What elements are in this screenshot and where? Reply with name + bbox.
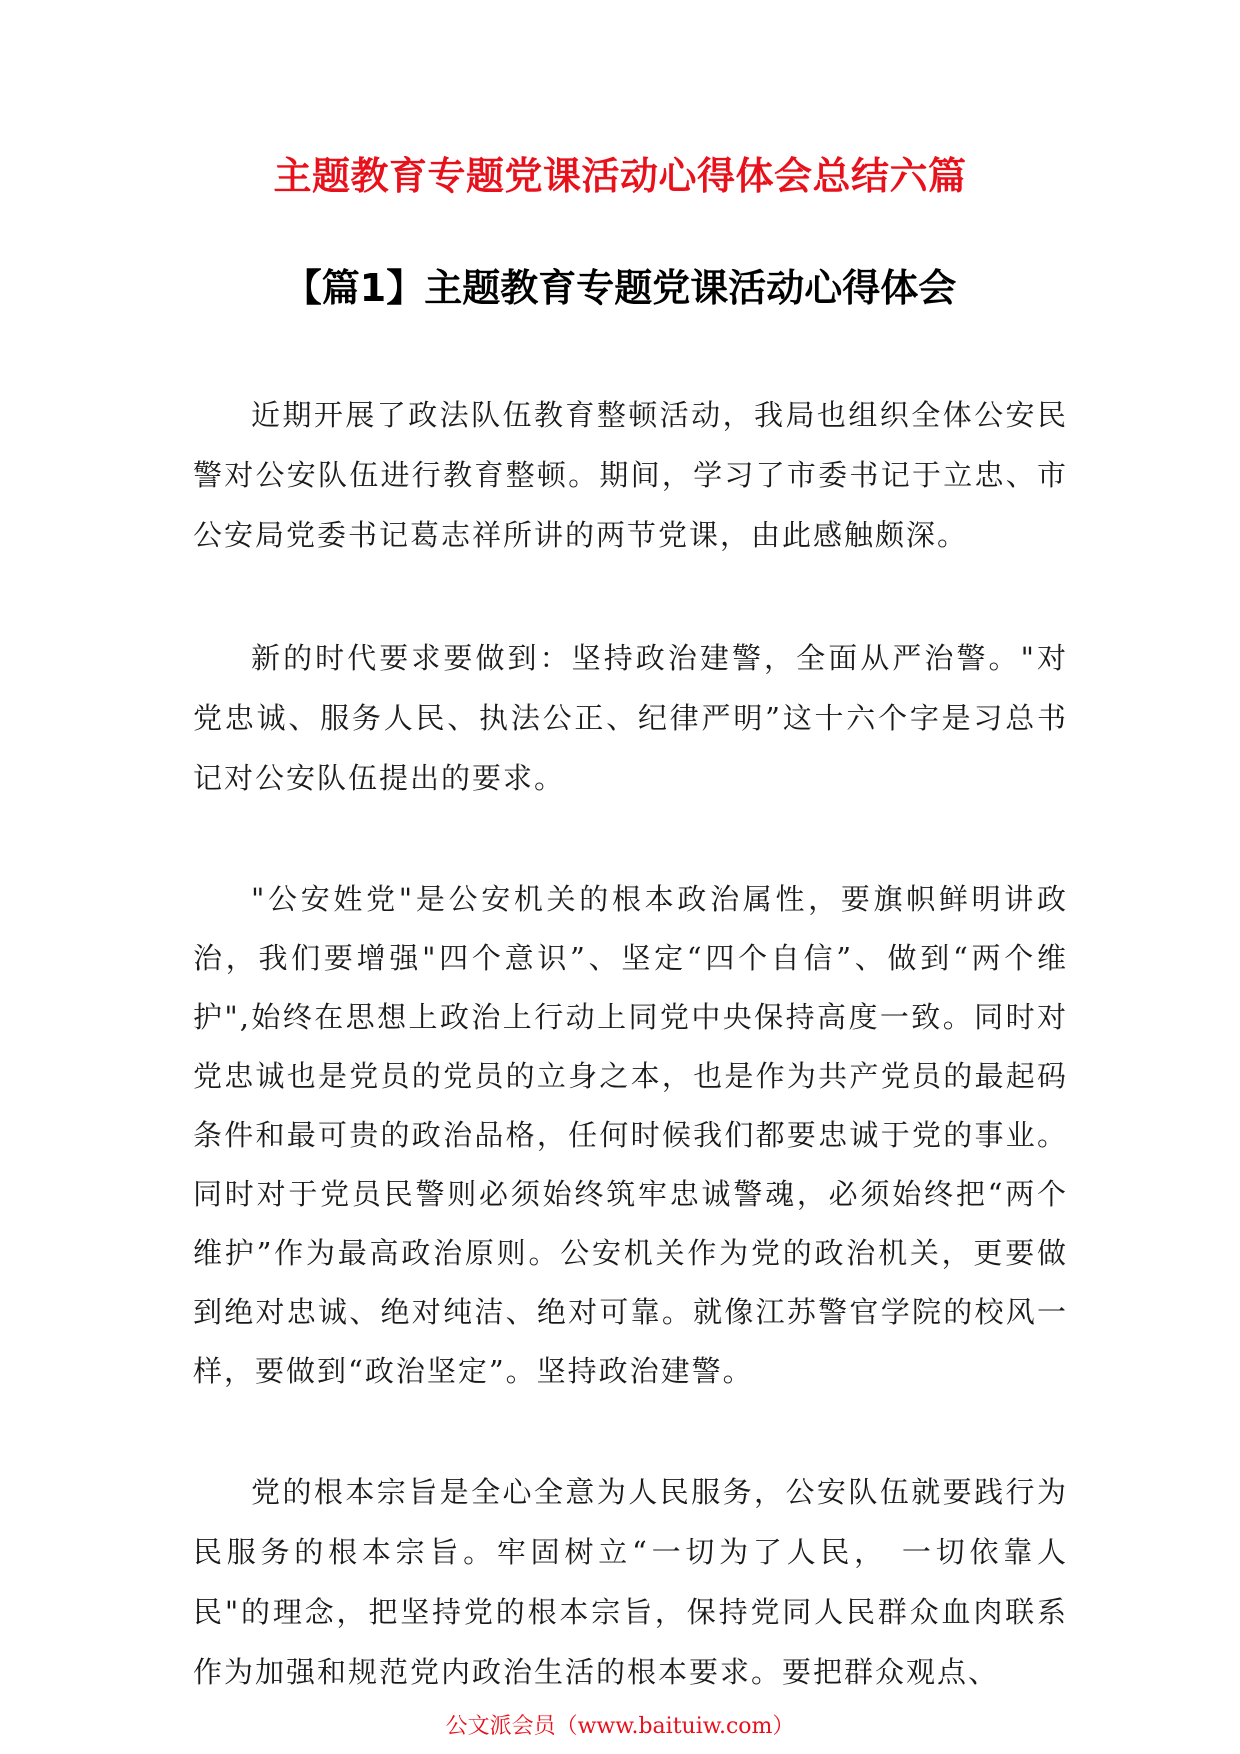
paragraph-4-clip bbox=[0, 1452, 1240, 1712]
footer-watermark: 公文派会员（www.baituiw.com） bbox=[445, 1714, 795, 1739]
body-paragraph-3: "公安姓党"是公安机关的根本政治属性，要旗帜鲜明讲政治，我们要增强"四个意识”、坚定“四个自信”、做到“两个维护",始终在思想上政治上行动上同党中央保持高度一致。同时对党忠诚也是党员的党员的立身之本，也是作为共产党员的最起码条件和最可贵的政治品格，任何时候我们都要忠诚于党的事业。同时对于党员民警则必须始终筑牢忠诚警魂，必须始终把“两个维护”作为最高政治原则。公安机关作为党的政治机关，更要做到绝对忠诚、绝对纯洁、绝对可靠。就像江苏警官学院的校风一样，要做到“政治坚定”。坚持政治建警。 bbox=[193, 882, 1068, 1388]
body-paragraph-2: 新的时代要求要做到：坚持政治建警，全面从严治警。"对党忠诚、服务人民、执法公正、纪律严明”这十六个字是习总书记对公安队伍提出的要求。 bbox=[193, 641, 1068, 795]
body-paragraph-4: 党的根本宗旨是全心全意为人民服务，公安队伍就要践行为民服务的根本宗旨。牢固树立“一切为了人民， 一切依靠人民"的理念，把坚持党的根本宗旨，保持党同人民群众血肉联系作为加强和规范党内政治生活的根本要求。要把群众观点、 bbox=[193, 1475, 1068, 1689]
document-title: 主题教育专题党课活动心得体会总结六篇 bbox=[273, 154, 967, 198]
body-paragraph-1: 近期开展了政法队伍教育整顿活动，我局也组织全体公安民警对公安队伍进行教育整顿。期间，学习了市委书记于立忠、市公安局党委书记葛志祥所讲的两节党课，由此感触颇深。 bbox=[193, 398, 1068, 552]
section-heading: 【篇1】主题教育专题党课活动心得体会 bbox=[283, 266, 957, 310]
